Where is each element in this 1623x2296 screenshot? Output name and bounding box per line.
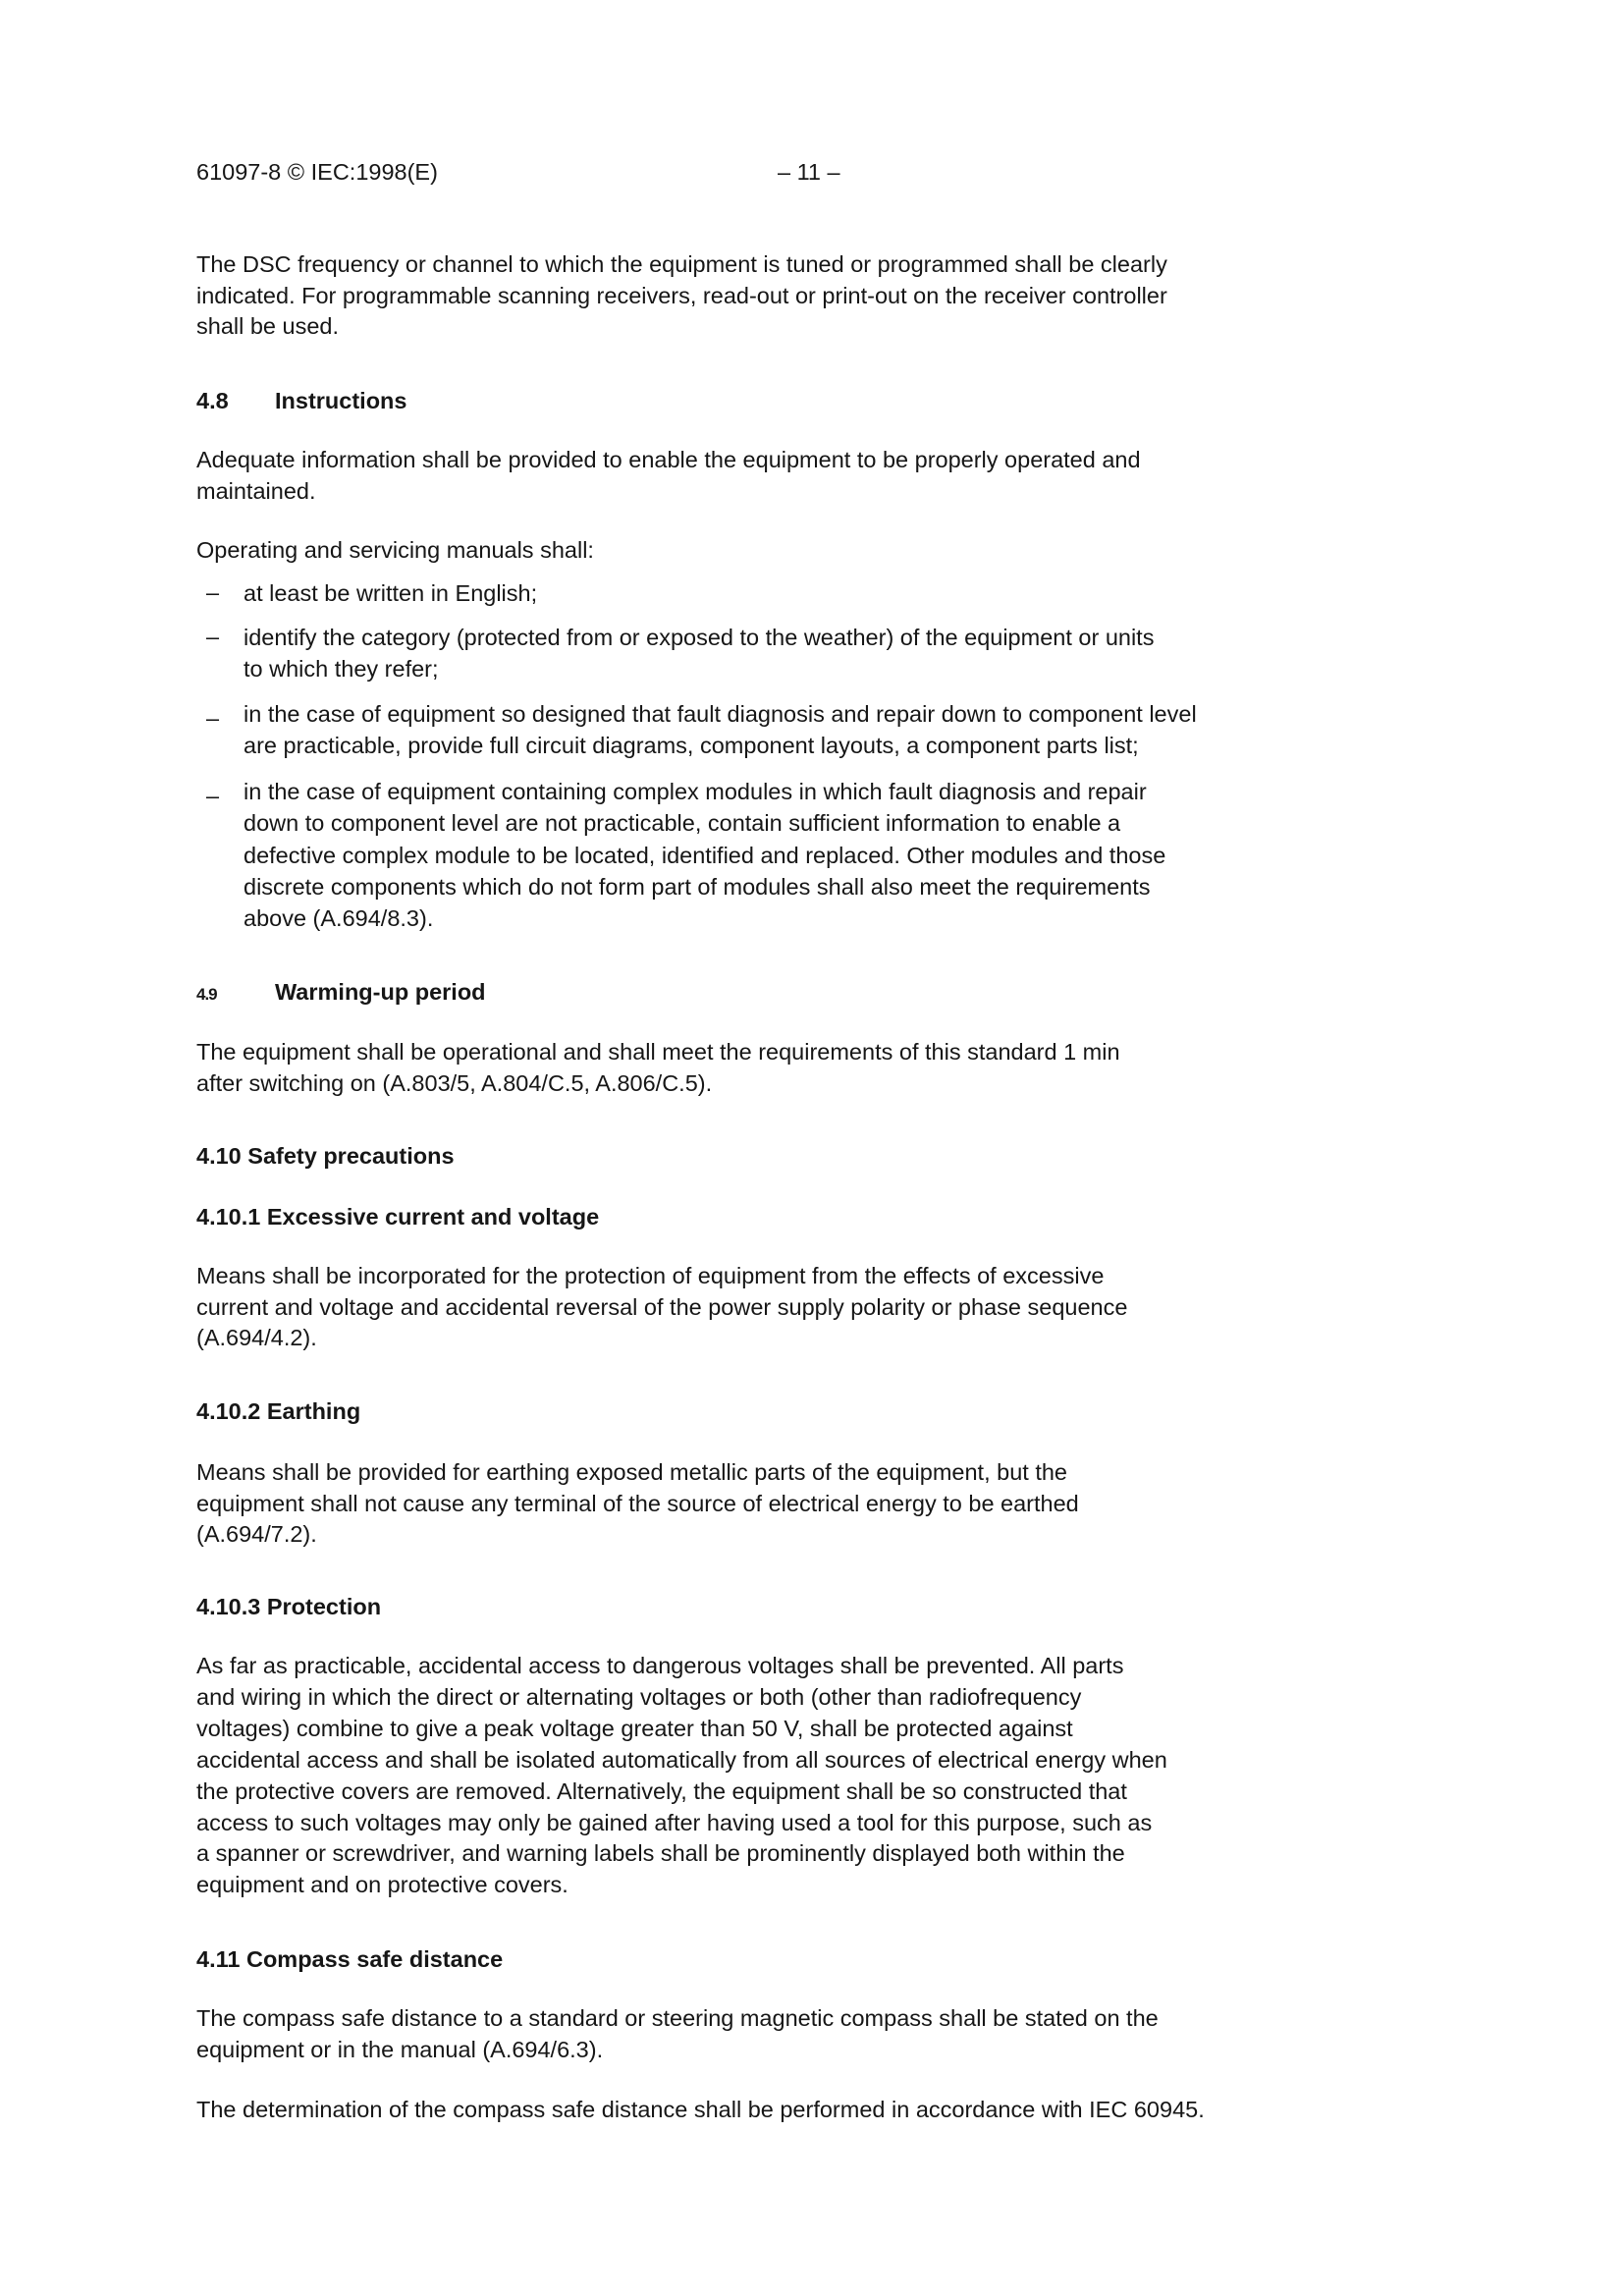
section-4-10-1-paragraph: Means shall be incorporated for the protection of equipment from the effects of excessive current and voltage and accidental reversal of the power supply polarity or phase sequence (A.694/4.2).: [196, 1263, 1128, 1351]
section-4-11-heading: 4.11 Compass safe distance: [196, 1946, 504, 1972]
section-4-10-3-heading: 4.10.3 Protection: [196, 1594, 382, 1619]
document-id: 61097-8 © IEC:1998(E): [196, 159, 438, 185]
section-4-8-title: Instructions: [275, 388, 407, 413]
list-item: at least be written in English;: [243, 580, 538, 606]
section-4-9-title: Warming-up period: [275, 979, 486, 1005]
bullet-dash: –: [206, 624, 220, 649]
page-number: – 11 –: [778, 159, 840, 185]
section-4-8-paragraph-2: Operating and servicing manuals shall:: [196, 537, 594, 563]
list-item: in the case of equipment so designed that fault diagnosis and repair down to component level are practicable, provide full circuit diagrams, component layouts, a component parts list;: [243, 701, 1197, 759]
section-4-10-3-paragraph: As far as practicable, accidental access to dangerous voltages shall be prevented. All parts and wiring in which the direct or alternating voltages or both (other than radiofrequency voltages) combine to give a peak voltage greater than 50 V, shall be protected against accidental access and shall be isolated automatically from all sources of electrical energy when the protective covers are removed. Alternatively, the equipment shall be so constructed that access to such voltages may only be gained after having used a tool for this purpose, such as a spanner or screwdriver, and warning labels shall be prominently displayed both within the equipment and on protective covers.: [196, 1653, 1167, 1898]
list-item: identify the category (protected from or exposed to the weather) of the equipment or units to which they refer;: [243, 625, 1155, 683]
section-4-10-heading: 4.10 Safety precautions: [196, 1143, 455, 1169]
bullet-dash: –: [206, 705, 220, 731]
bullet-dash: –: [206, 579, 220, 605]
section-4-11-paragraph-2: The determination of the compass safe distance shall be performed in accordance with IEC 60945.: [196, 2097, 1205, 2122]
bullet-dash: –: [206, 783, 220, 808]
section-4-10-2-heading: 4.10.2 Earthing: [196, 1398, 361, 1424]
section-4-10-2-paragraph: Means shall be provided for earthing exposed metallic parts of the equipment, but the equipment shall not cause any terminal of the source of electrical energy to be earthed (A.694/7.2).: [196, 1459, 1079, 1548]
section-4-9-number: 4.9: [196, 985, 217, 1004]
section-4-8-number: 4.8: [196, 388, 229, 413]
section-4-8-paragraph-1: Adequate information shall be provided to enable the equipment to be properly operated and maintained.: [196, 447, 1141, 504]
section-4-10-1-heading: 4.10.1 Excessive current and voltage: [196, 1204, 600, 1230]
intro-paragraph: The DSC frequency or channel to which the equipment is tuned or programmed shall be clearly indicated. For programmable scanning receivers, read-out or print-out on the receiver controller shall be used.: [196, 251, 1167, 340]
section-4-11-paragraph-1: The compass safe distance to a standard or steering magnetic compass shall be stated on the equipment or in the manual (A.694/6.3).: [196, 2005, 1159, 2062]
section-4-9-paragraph: The equipment shall be operational and shall meet the requirements of this standard 1 min after switching on (A.803/5, A.804/C.5, A.806/C.5).: [196, 1039, 1120, 1096]
list-item: in the case of equipment containing complex modules in which fault diagnosis and repair down to component level are not practicable, contain sufficient information to enable a defective complex module to be located, identified and replaced. Other modules and those discrete components which do not form part of modules shall also meet the requirements above (A.694/8.3).: [243, 779, 1166, 932]
